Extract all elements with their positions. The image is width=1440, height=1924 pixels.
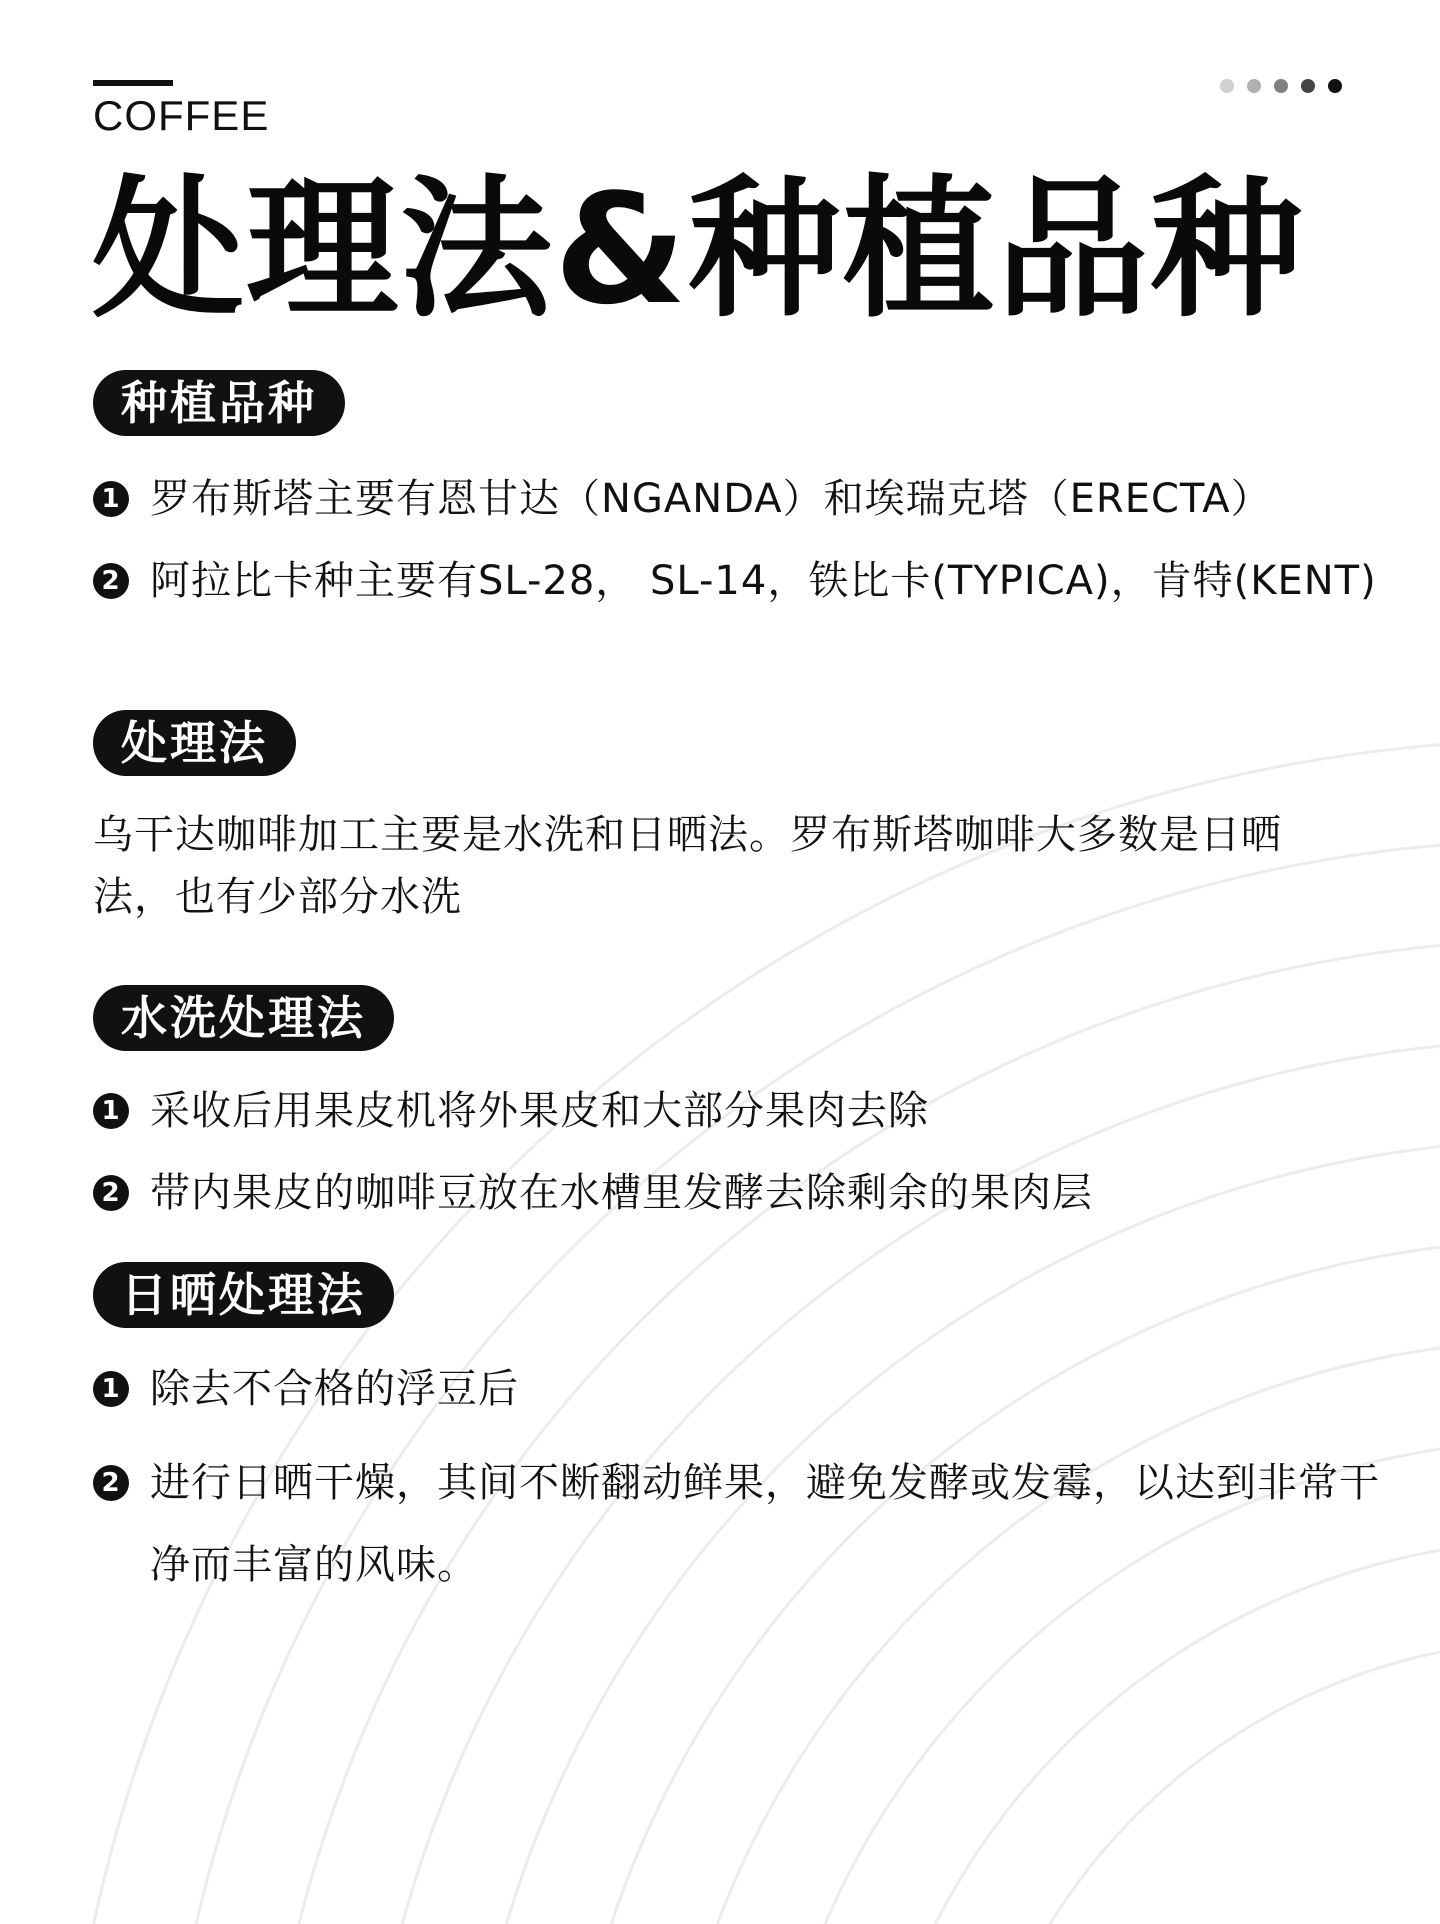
- list-item-text: 罗布斯塔主要有恩甘达（NGANDA）和埃瑞克塔（ERECTA）: [150, 476, 1272, 522]
- list-item-text: 阿拉比卡种主要有SL-28， SL-14，铁比卡(TYPICA)，肯特(KENT): [150, 558, 1377, 604]
- list-item: [93, 548, 1383, 614]
- page-dot-active: [1328, 79, 1342, 93]
- page-indicator: [1220, 79, 1342, 93]
- page-dot: [1274, 79, 1288, 93]
- list-item: [93, 1356, 1383, 1422]
- number-badge-icon: 2: [93, 1465, 129, 1501]
- processing-paragraph: 乌干达咖啡加工主要是水洗和日晒法。罗布斯塔咖啡大多数是日晒法，也有少部分水洗: [93, 812, 1282, 920]
- brand-label: COFFEE: [93, 92, 270, 139]
- list-item: [93, 1078, 1383, 1144]
- list-item-text: 进行日晒干燥，其间不断翻动鲜果，避免发酵或发霉，以达到非常干净而丰富的风味。: [150, 1460, 1380, 1588]
- section-heading-washed: 水洗处理法: [93, 985, 394, 1051]
- page-title: 处理法&种植品种: [92, 161, 1305, 338]
- page-dot: [1220, 79, 1234, 93]
- page-dot: [1247, 79, 1261, 93]
- list-item-text: 除去不合格的浮豆后: [150, 1366, 519, 1412]
- brand-accent-bar: [93, 80, 173, 86]
- section-heading-processing: 处理法: [93, 710, 296, 776]
- list-item: [93, 1160, 1383, 1226]
- number-badge-icon: 2: [93, 1175, 129, 1211]
- number-badge-icon: 1: [93, 1093, 129, 1129]
- section-heading-natural: 日晒处理法: [93, 1262, 394, 1328]
- section-heading-varieties: 种植品种: [93, 370, 345, 436]
- list-item-text: 带内果皮的咖啡豆放在水槽里发酵去除剩余的果肉层: [150, 1170, 1093, 1216]
- list-item-text: 采收后用果皮机将外果皮和大部分果肉去除: [150, 1088, 929, 1134]
- list-item: [93, 466, 1383, 532]
- page-dot: [1301, 79, 1315, 93]
- number-badge-icon: 1: [93, 1371, 129, 1407]
- list-item: [93, 1442, 1383, 1606]
- number-badge-icon: 1: [93, 481, 129, 517]
- number-badge-icon: 2: [93, 563, 129, 599]
